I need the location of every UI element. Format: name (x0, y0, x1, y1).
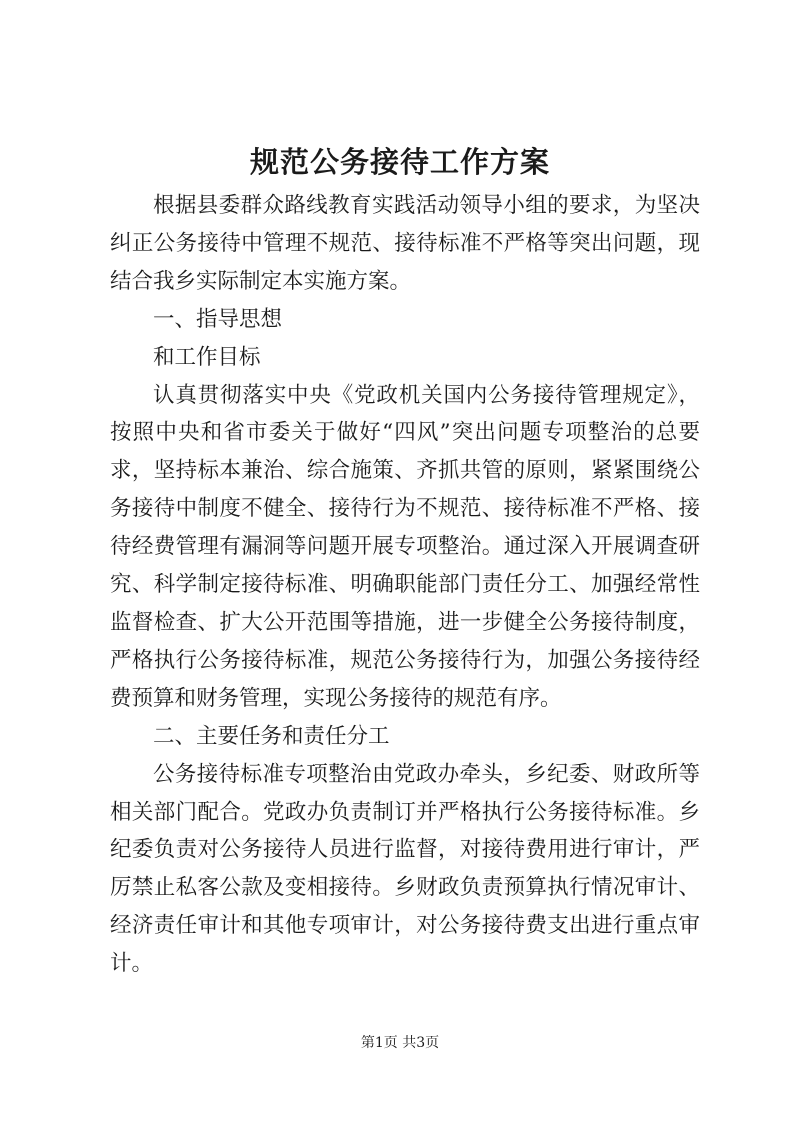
section-heading-main-tasks: 二、主要任务和责任分工 (153, 723, 390, 749)
tasks-paragraph: 公务接待标准专项整治由党政办牵头，乡纪委、财政所等相关部门配合。党政办负责制订并严格执行公务接待标准。乡纪委负责对公务接待人员进行监督，对接待费用进行审计，严厉禁止私客公款及变相接待。乡财政负责预算执行情况审计、经济责任审计和其他专项审计，对公务接待费支出进行重点审计。 (110, 761, 700, 977)
page-footer: 第1页 共3页 (360, 1035, 440, 1051)
document-body (110, 187, 700, 983)
goals-paragraph: 认真贯彻落实中央《党政机关国内公务接待管理规定》，按照中央和省市委关于做好“四风”突出问题专项整治的总要求，坚持标本兼治、综合施策、齐抓共管的原则，紧紧围绕公务接待中制度不健全、接待行为不规范、接待标准不严格、接待经费管理有漏洞等问题开展专项整治。通过深入开展调查研究、科学制定接待标准、明确职能部门责任分工、加强经常性监督检查、扩大公开范围等措施，进一步健全公务接待制度，严格执行公务接待标准，规范公务接待行为，加强公务接待经费预算和财务管理，实现公务接待的规范有序。 (110, 382, 700, 711)
intro-paragraph: 根据县委群众路线教育实践活动领导小组的要求，为坚决纠正公务接待中管理不规范、接待标准不严格等突出问题，现结合我乡实际制定本实施方案。 (110, 193, 700, 294)
document-title: 规范公务接待工作方案 (249, 145, 550, 179)
section-heading-work-goals: 和工作目标 (153, 344, 261, 370)
section-heading-guiding-ideology: 一、指导思想 (153, 306, 283, 332)
